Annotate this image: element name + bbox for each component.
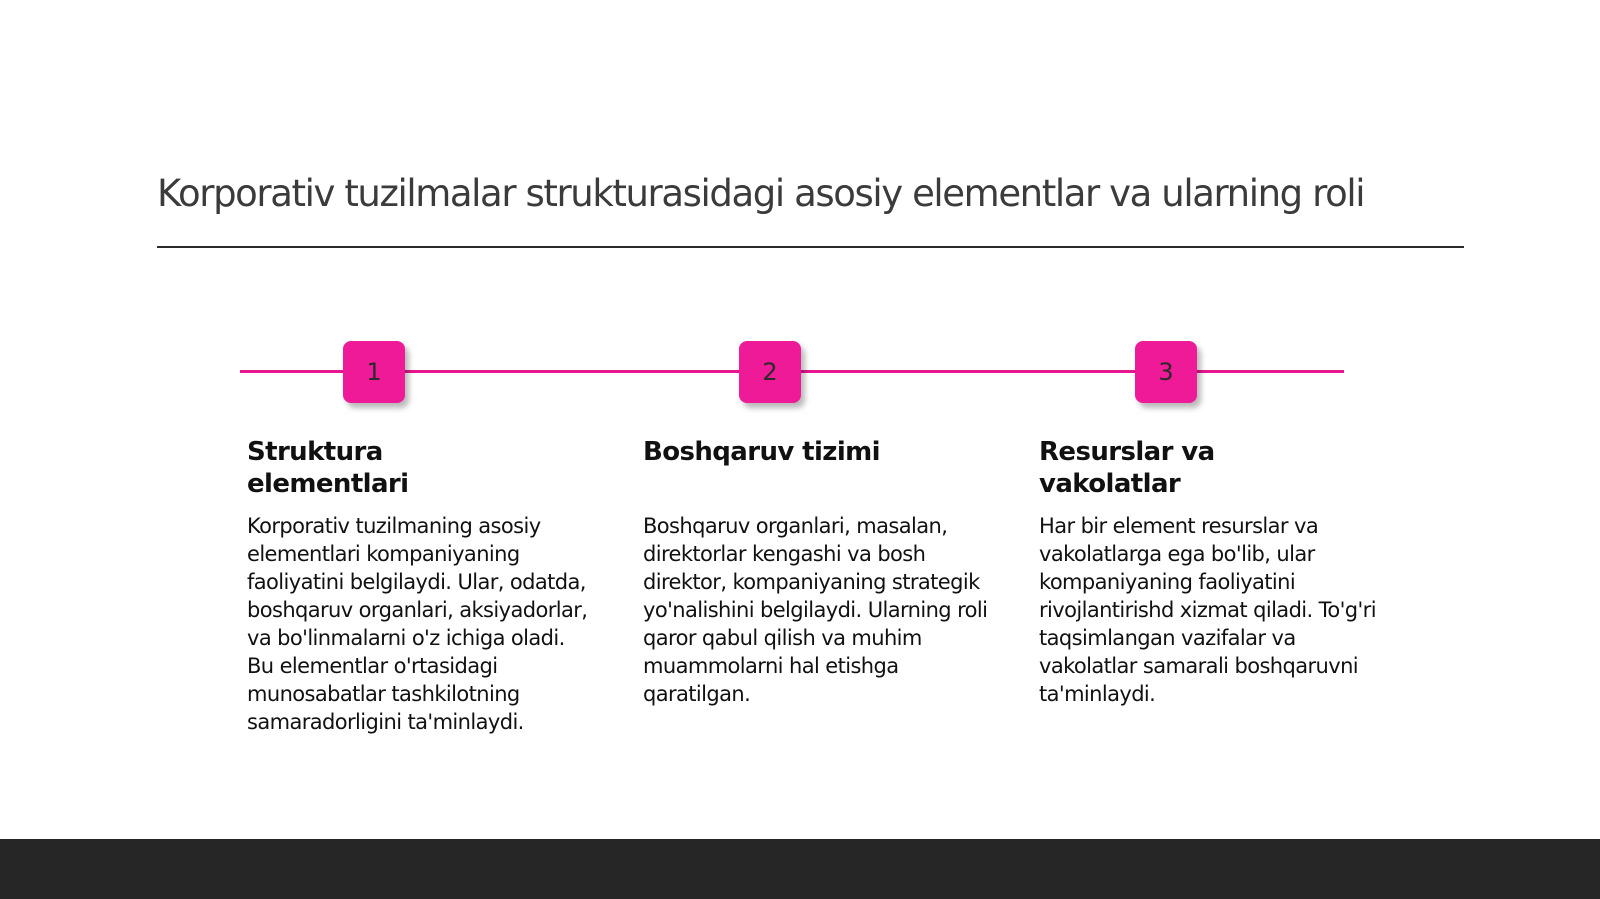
step-number-1: 1 bbox=[366, 358, 382, 386]
step-body-3: Har bir element resurslar va vakolatlarga ega bo'lib, ular kompaniyaning faoliyatini rivojlantirishd xizmat qiladi. To'g'ri taqsimlangan vazifalar va vakolatlar samarali boshqaruvni ta'minlaydi. bbox=[1039, 514, 1376, 706]
step-column-3 bbox=[1039, 436, 1384, 708]
step-heading-1: Struktura elementlari bbox=[247, 437, 409, 499]
step-heading-3: Resurslar va vakolatlar bbox=[1039, 437, 1215, 499]
step-marker-2 bbox=[739, 341, 801, 403]
step-body-2: Boshqaruv organlari, masalan, direktorlar kengashi va bosh direktor, kompaniyaning strategik yo'nalishini belgilaydi. Ularning roli qaror qabul qilish va muhim muammolarni hal etishga qaratilgan. bbox=[643, 514, 988, 706]
footer-bar bbox=[0, 839, 1600, 899]
title-divider bbox=[157, 246, 1464, 248]
step-marker-3 bbox=[1135, 341, 1197, 403]
slide-title: Korporativ tuzilmalar strukturasidagi asosiy elementlar va ularning roli bbox=[157, 172, 1365, 215]
step-number-3: 3 bbox=[1158, 358, 1174, 386]
step-number-2: 2 bbox=[762, 358, 778, 386]
step-marker-1 bbox=[343, 341, 405, 403]
step-column-2 bbox=[643, 436, 988, 708]
step-heading-2: Boshqaruv tizimi bbox=[643, 437, 880, 467]
step-column-1 bbox=[247, 436, 592, 736]
step-body-1: Korporativ tuzilmaning asosiy elementlari kompaniyaning faoliyatini belgilaydi. Ular, odatda, boshqaruv organlari, aksiyadorlar, va bo'linmalarni o'z ichiga oladi. Bu elementlar o'rtasidagi munosabatlar tashkilotning samaradorligini ta'minlaydi. bbox=[247, 514, 588, 734]
